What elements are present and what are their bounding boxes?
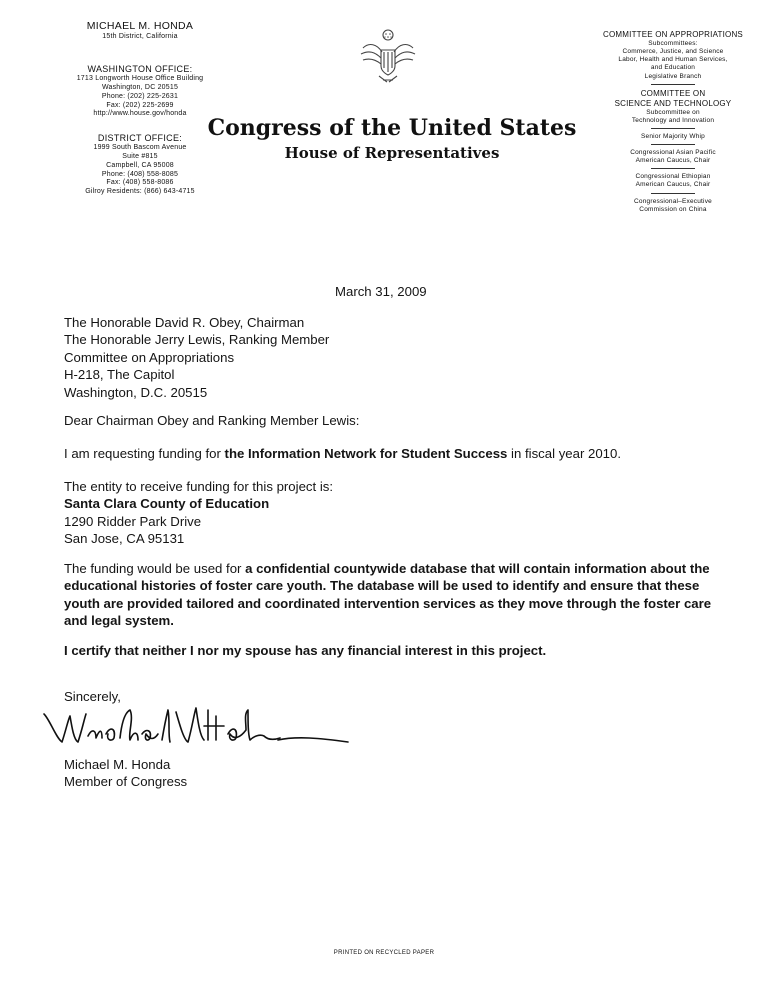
address-line: Committee on Appropriations — [64, 349, 235, 365]
divider — [651, 128, 695, 129]
caucus-ethiopian-line: Congressional Ethiopian — [635, 173, 711, 181]
district-office-line: Campbell, CA 95008 — [106, 161, 174, 169]
subcommittee-line: Commerce, Justice, and Science — [622, 48, 724, 56]
entity-intro: The entity to receive funding for this project is: — [64, 479, 334, 494]
caucus-ethiopian-line: American Caucus, Chair — [635, 181, 711, 189]
inside-address — [64, 314, 724, 401]
divider — [651, 193, 695, 194]
washington-office-line: Phone: (202) 225-2631 — [101, 92, 179, 100]
certification: I certify that neither I nor my spouse has any financial interest in this project. — [64, 643, 547, 658]
divider — [651, 84, 695, 85]
entity-block — [64, 478, 724, 548]
district-office — [40, 133, 240, 197]
caucus-asian-line: American Caucus, Chair — [635, 157, 711, 165]
washington-office-heading: WASHINGTON OFFICE: — [87, 64, 193, 74]
signature-block — [64, 756, 724, 791]
use-paragraph — [64, 560, 714, 630]
subcommittee-science-line: Technology and Innovation — [631, 116, 715, 124]
subcommittees-label: Subcommittees: — [648, 40, 698, 47]
washington-office-line: http://www.house.gov/honda — [93, 110, 187, 118]
subcommittee-line: Labor, Health and Human Services, — [618, 56, 728, 64]
entity-address-line: 1290 Ridder Park Drive — [64, 513, 202, 529]
district-office-line: Suite #815 — [122, 153, 158, 160]
letterhead-subtitle: House of Representatives — [284, 144, 500, 162]
caucus-asian-line: Congressional Asian Pacific — [630, 149, 716, 156]
divider — [651, 144, 695, 145]
committee-science-line: SCIENCE AND TECHNOLOGY — [614, 98, 732, 108]
letterhead-right — [588, 30, 758, 214]
district-office-line: Gilroy Residents: (866) 643-4715 — [85, 188, 195, 195]
washington-office — [40, 64, 240, 119]
district-office-line: 1999 South Bascom Avenue — [93, 144, 187, 152]
senior-whip: Senior Majority Whip — [641, 132, 705, 140]
signer-name: Michael M. Honda — [64, 757, 171, 772]
washington-office-line: Fax: (202) 225-2699 — [106, 101, 174, 109]
recycled-paper-footer: PRINTED ON RECYCLED PAPER — [333, 950, 435, 956]
request-project: the Information Network for Student Success — [224, 446, 508, 461]
use-prefix: The funding would be used for — [64, 561, 246, 576]
subcommittee-line: Legislative Branch — [644, 72, 702, 80]
entity-address-line: San Jose, CA 95131 — [64, 531, 185, 547]
entity-name: Santa Clara County of Education — [64, 496, 270, 512]
handwritten-signature — [40, 700, 360, 760]
address-line: The Honorable Jerry Lewis, Ranking Member — [64, 332, 330, 348]
closing: Sincerely, — [64, 689, 121, 704]
committee-science-line: COMMITTEE ON — [640, 88, 706, 98]
letterhead-left — [40, 20, 240, 42]
commission-china-line: Congressional–Executive — [634, 197, 712, 205]
member-name: MICHAEL M. HONDA — [86, 20, 194, 32]
request-paragraph — [64, 445, 724, 462]
salutation: Dear Chairman Obey and Ranking Member Lewis: — [64, 413, 360, 428]
washington-office-line: Washington, DC 20515 — [101, 84, 179, 91]
letter-date: March 31, 2009 — [335, 284, 427, 299]
letterhead-title: Congress of the United States — [207, 115, 577, 141]
district-office-heading: DISTRICT OFFICE: — [97, 133, 183, 143]
subcommittee-science-line: Subcommittee on — [646, 108, 700, 116]
use-description: a confidential countywide database that will contain information about the educational histories of foster care youth. The database will be used to identify and ensure that these youth are provided tailored and coordinated intervention services as they move through the foster care and legal system. — [64, 561, 712, 629]
district-office-line: Phone: (408) 558-8085 — [101, 170, 179, 178]
divider — [651, 168, 695, 169]
signer-title: Member of Congress — [64, 774, 188, 790]
address-line: The Honorable David R. Obey, Chairman — [64, 315, 305, 330]
address-line: Washington, D.C. 20515 — [64, 384, 208, 400]
eagle-seal-icon — [357, 28, 419, 90]
committee-appropriations: COMMITTEE ON APPROPRIATIONS — [603, 30, 743, 39]
commission-china-line: Commission on China — [639, 205, 707, 213]
request-suffix: in fiscal year 2010. — [507, 446, 622, 461]
washington-office-line: 1713 Longworth House Office Building — [76, 75, 204, 83]
address-line: H-218, The Capitol — [64, 367, 175, 383]
member-district: 15th District, California — [102, 33, 178, 41]
request-prefix: I am requesting funding for — [64, 446, 225, 461]
subcommittee-line: and Education — [650, 64, 696, 72]
district-office-line: Fax: (408) 558-8086 — [106, 179, 174, 187]
